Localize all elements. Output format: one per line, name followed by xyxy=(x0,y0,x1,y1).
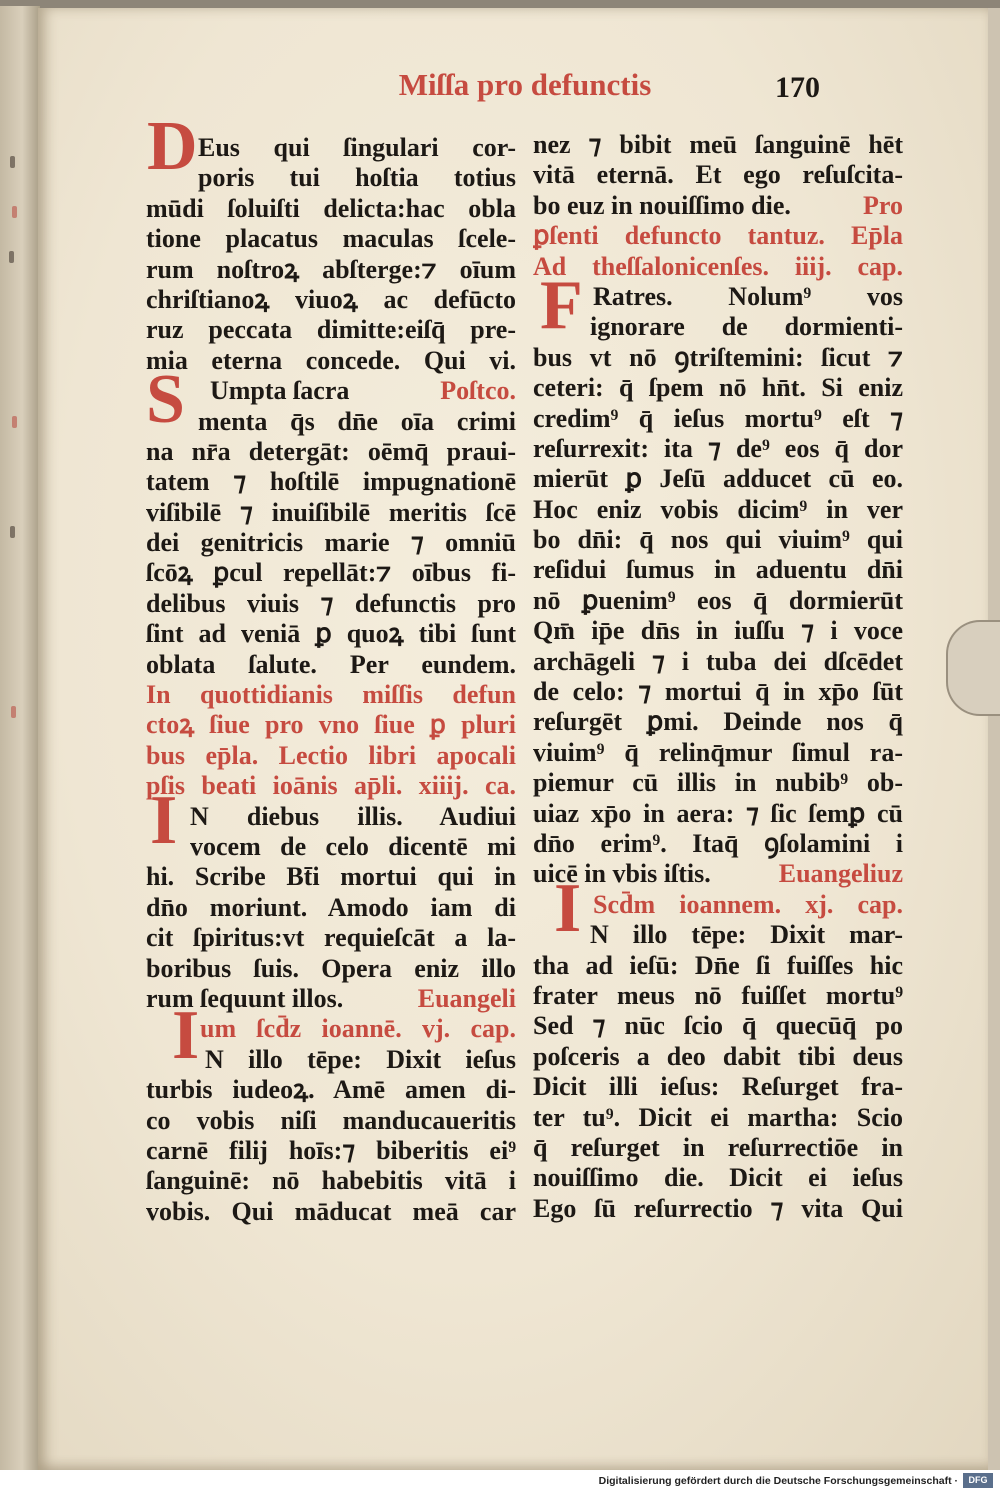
text-line: ignorare de dormienti- xyxy=(590,312,903,342)
text-line: ter tu⁹. Dicit ei martha: Scio xyxy=(533,1102,903,1132)
red-initial: S xyxy=(146,361,185,438)
text-line: N illo tēpe: Dixit ieſus xyxy=(205,1044,516,1074)
text-line: mia eterna concede. Qui vi. xyxy=(146,345,516,375)
text-line: dei genitricis marie ⁊ omniū xyxy=(146,528,516,558)
text-line: N illo tēpe: Dixit mar- xyxy=(590,920,903,950)
rubric-line: In quottidianis miſſis defun xyxy=(146,680,516,710)
text-line: mūdi ſoluiſti delicta:hac obla xyxy=(146,193,516,223)
text-line: hi. Scribe Bt̄i mortui qui in xyxy=(146,862,516,892)
text-line: reſidui ſumus in aduentu dn̄i xyxy=(533,555,903,585)
ink-fragment xyxy=(12,416,17,428)
left-text-column xyxy=(146,133,516,1227)
text-line: rum noſtroꝝ abſterge:⁊ oīum xyxy=(146,254,516,284)
text-line: Ego ſū reſurrectio ⁊ vita Qui xyxy=(533,1193,903,1223)
red-initial: I xyxy=(150,782,178,859)
text-line: ſanguinē: nō habebitis vitā i xyxy=(146,1166,516,1196)
text-line: carnē filij hoīs:⁊ biberitis ei⁹ xyxy=(146,1135,516,1165)
text-line: delibus viuis ⁊ defunctis pro xyxy=(146,588,516,618)
text-line: poſceris a deo dabit tibi deus xyxy=(533,1041,903,1071)
text-line: vitā eternā. Et ego reſuſcita- xyxy=(533,160,903,190)
text-line: bus vt nō ꝯtriſtemini: ſicut ⁊ xyxy=(533,342,903,372)
ink-fragment xyxy=(11,706,16,718)
text-line: viſibilē ⁊ inuiſibilē meritis ſcē xyxy=(146,497,516,527)
rubric-line: Scd̄m ioannem. xj. cap. xyxy=(593,889,903,919)
text-line xyxy=(146,376,516,406)
text-line: mierūt ꝑ Jeſū adducet cū eo. xyxy=(533,464,903,494)
funding-credit: Digitalisierung gefördert durch die Deutsche Forschungsgemeinschaft · xyxy=(598,1475,958,1487)
line-text: bo euz in nouiſſimo die. xyxy=(533,190,791,220)
dfg-logo: DFG xyxy=(963,1473,993,1488)
rubric-line: ꝑſenti defuncto tantuz. Ep̄la xyxy=(533,221,903,251)
rubric-text: Euangeliuz xyxy=(778,859,903,889)
folio-number: 170 xyxy=(775,71,820,104)
text-line: credim⁹ q̄ ieſus mortu⁹ eſt ⁊ xyxy=(533,403,903,433)
rubric-text: Pro xyxy=(863,190,903,220)
text-line: vocem de celo dicentē mi xyxy=(190,831,516,861)
text-line xyxy=(533,859,903,889)
text-line: de celo: ⁊ mortui q̄ in xp̄o ſūt xyxy=(533,677,903,707)
text-line: reſurgēt ꝑmi. Deinde nos q̄ xyxy=(533,707,903,737)
text-line xyxy=(146,984,516,1014)
text-line: frater meus nō fuiſſet mortu⁹ xyxy=(533,980,903,1010)
text-line: tha ad ieſū: Dn̄e ſi fuiſſes hic xyxy=(533,950,903,980)
text-line xyxy=(533,191,903,221)
text-line: nouiſſimo die. Dicit ei ieſus xyxy=(533,1163,903,1193)
text-line: Qm̄ ip̄e dn̄s in iuſſu ⁊ i voce xyxy=(533,616,903,646)
text-line: dn̄o erim⁹. Itaq̄ ꝯſolamini i xyxy=(533,828,903,858)
text-line: ceteri: q̄ ſpem nō hn̄t. Si eniz xyxy=(533,373,903,403)
text-line: Sed ⁊ nūc ſcio q̄ quecūq̄ po xyxy=(533,1011,903,1041)
text-line: cit ſpiritus:vt requieſcāt a la- xyxy=(146,923,516,953)
ink-fragment xyxy=(10,156,15,168)
text-line: chriſtianoꝝ viuoꝝ ac defūcto xyxy=(146,284,516,314)
text-line: menta q̄s dn̄e oīa crimi xyxy=(198,406,516,436)
rubric-text: Euangeli xyxy=(417,983,516,1013)
text-line: nō ꝑuenim⁹ eos q̄ dormierūt xyxy=(533,585,903,615)
text-line: ſint ad veniā ꝑ quoꝝ tibi ſunt xyxy=(146,619,516,649)
text-line: tione placatus maculas ſcele- xyxy=(146,224,516,254)
text-line: N diebus illis. Audiui xyxy=(190,801,516,831)
red-initial: I xyxy=(172,997,200,1074)
rubric-line: ctoꝝ ſiue pro vno ſiue ꝑ pluri xyxy=(146,710,516,740)
text-line: reſurrexit: ita ⁊ de⁹ eos q̄ dor xyxy=(533,433,903,463)
text-line: na nr̄a detergāt: oēmq̄ praui- xyxy=(146,436,516,466)
text-line: ſcōꝝ ꝑcul repellāt:⁊ oībus fi- xyxy=(146,558,516,588)
text-line: oblata ſalute. Per eundem. xyxy=(146,649,516,679)
ink-fragment xyxy=(10,526,15,538)
rubric-line: pſis beati ioānis ap̄li. xiiij. ca. xyxy=(146,771,516,801)
text-line: viuim⁹ q̄ relinq̄mur ſimul ra- xyxy=(533,737,903,767)
text-line: q̄ reſurget in reſurrectiōe in xyxy=(533,1132,903,1162)
red-initial: I xyxy=(554,870,582,947)
red-initial: F xyxy=(540,267,583,344)
book-clasp xyxy=(946,620,1000,716)
text-line: piemur cū illis in nubib⁹ ob- xyxy=(533,768,903,798)
line-text: uicē in vbis iſtis. xyxy=(533,859,711,889)
text-line: uiaz xp̄o in aera: ⁊ ſic ſemꝑ cū xyxy=(533,798,903,828)
text-line: dn̄o moriunt. Amodo iam di xyxy=(146,892,516,922)
text-line: archāgeli ⁊ i tuba dei dſcēdet xyxy=(533,646,903,676)
text-line: turbis iudeoꝝ. Amē amen di- xyxy=(146,1075,516,1105)
text-line: bo dn̄i: q̄ nos qui viuim⁹ qui xyxy=(533,525,903,555)
text-line: nez ⁊ bibit meū ſanguinē hēt xyxy=(533,130,903,159)
rubric-line: bus ep̄la. Lectio libri apocali xyxy=(146,740,516,770)
digitization-footer xyxy=(0,1470,1000,1492)
rubric-line: Ad theſſalonicenſes. iiij. cap. xyxy=(533,251,903,281)
text-line: ruz peccata dimitte:eiſq̄ pre- xyxy=(146,315,516,345)
text-line: Hoc eniz vobis dicim⁹ in ver xyxy=(533,494,903,524)
rubric-line: um ſcd̄z ioannē. vj. cap. xyxy=(200,1014,516,1044)
rubric-text: Poſtco. xyxy=(440,376,516,406)
text-line: tatem ⁊ hoſtilē impugnationē xyxy=(146,467,516,497)
text-line: Dicit illi ieſus: Reſurget fra- xyxy=(533,1072,903,1102)
page-right-edge xyxy=(988,8,1000,1470)
text-line: co vobis niſi manducaueritis xyxy=(146,1105,516,1135)
right-text-column xyxy=(533,130,903,1224)
text-line: boribus ſuis. Opera eniz illo xyxy=(146,953,516,983)
red-initial: D xyxy=(147,108,198,185)
line-text: Umpta ſacra xyxy=(210,376,350,406)
running-title: Miſſa pro defunctis xyxy=(398,67,652,102)
text-line: Eus qui ſingulari cor- xyxy=(198,133,516,162)
ink-fragment xyxy=(12,206,17,218)
text-line: poris tui hoſtia totius xyxy=(198,163,516,193)
text-line: Ratres. Nolum⁹ vos xyxy=(593,281,903,311)
ink-fragment xyxy=(9,251,14,263)
line-text: rum ſequunt illos. xyxy=(146,983,344,1013)
text-line: vobis. Qui māducat meā car xyxy=(146,1196,516,1226)
previous-page-edge xyxy=(0,6,40,1470)
